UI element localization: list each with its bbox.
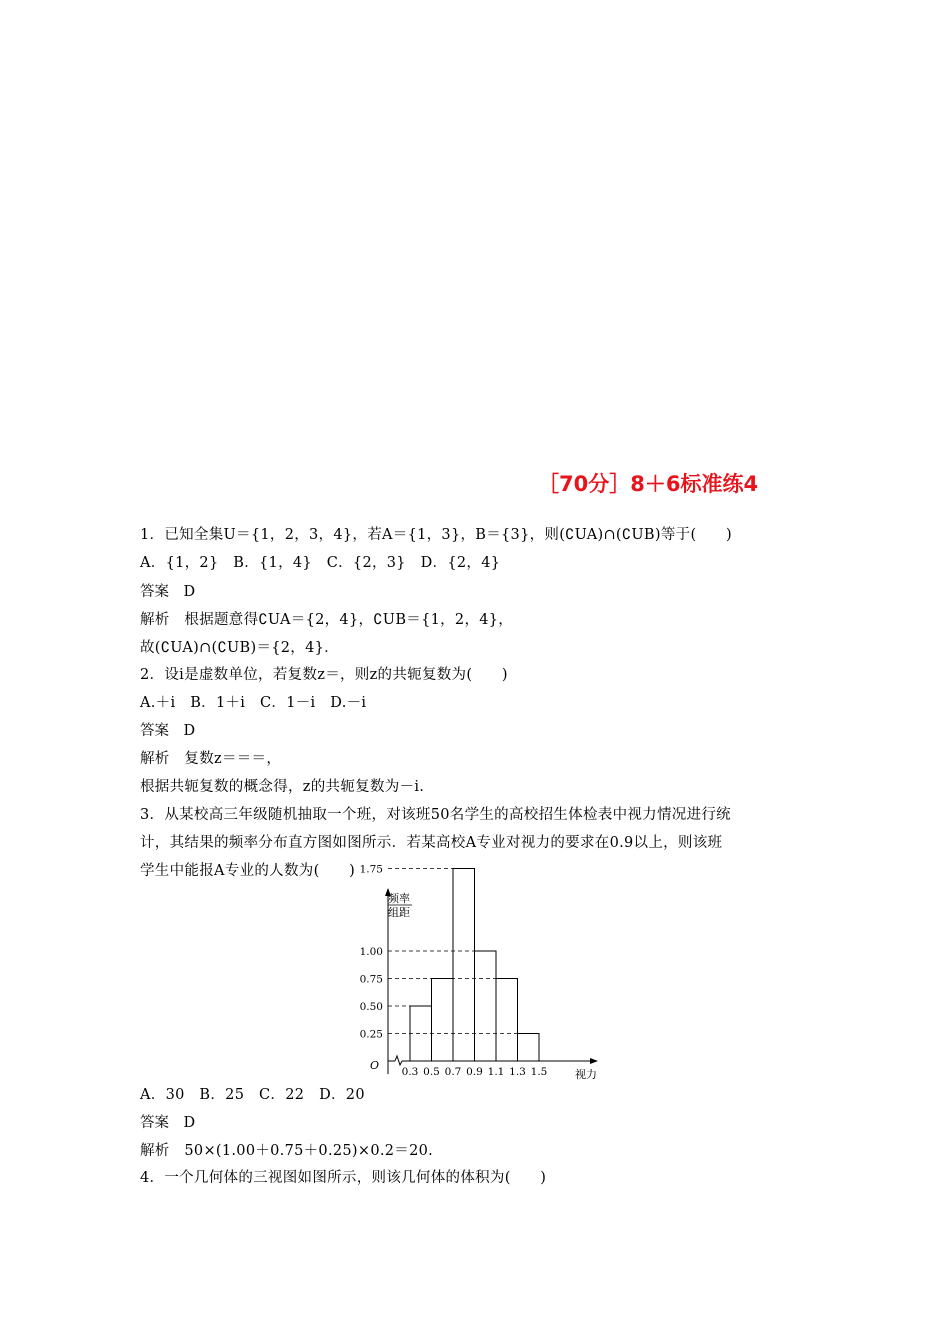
q3-answer: 答案 D: [140, 1115, 196, 1131]
y-tick-label: 1.00: [359, 946, 383, 958]
chart-bars: [410, 869, 539, 1062]
x-axis-arrow: [590, 1058, 598, 1064]
q2-answer: 答案 D: [140, 723, 196, 739]
x-tick-label: 0.9: [466, 1066, 483, 1078]
x-tick-label: 1.5: [530, 1066, 548, 1078]
q1-analysis-line2: 故(∁UA)∩(∁UB)＝{2，4}．: [140, 640, 339, 656]
y-tick-label: 0.25: [359, 1028, 383, 1041]
q2-analysis-line1: 解析 复数z＝＝＝，: [140, 751, 282, 767]
x-tick-label: 0.7: [444, 1066, 462, 1078]
origin-label: O: [370, 1059, 380, 1072]
q3-options: A．30 B．25 C．22 D．20: [140, 1087, 365, 1103]
q1-stem: 1．已知全集U＝{1，2，3，4}，若A＝{1，3}，B＝{3}，则(∁UA)∩(∁UB)等于( ): [140, 527, 732, 543]
x-tick-label: 0.5: [423, 1066, 440, 1078]
q4-stem: 4．一个几何体的三视图如图所示，则该几何体的体积为( ): [140, 1170, 547, 1186]
q1-analysis-line1: 解析 根据题意得∁UA＝{2，4}，∁UB＝{1，2，4}，: [140, 612, 514, 628]
x-tick-label: 0.3: [401, 1066, 419, 1078]
histogram-bar: [410, 1006, 432, 1061]
axis-break: [395, 1056, 402, 1065]
y-label-top: 频率: [388, 892, 410, 905]
histogram-bar: [518, 1034, 540, 1062]
histogram-chart: [350, 863, 610, 1081]
q2-options: A.＋i B．1＋i C．1－i D.－i: [140, 695, 367, 711]
q3-stem-line3: 学生中能报A专业的人数为( ): [140, 863, 356, 879]
q3-stem-line1: 3．从某校高三年级随机抽取一个班，对该班50名学生的高校招生体检表中视力情况进行统: [140, 807, 731, 823]
q3-analysis: 解析 50×(1.00＋0.75＋0.25)×0.2＝20.: [140, 1143, 434, 1159]
histogram-bar: [475, 951, 497, 1061]
section-title: ［70分］8＋6标准练4: [538, 472, 759, 496]
q3-stem-line2: 计，其结果的频率分布直方图如图所示．若某高校A专业对视力的要求在0.9以上，则该班: [140, 835, 723, 851]
q2-stem: 2．设i是虚数单位，若复数z＝，则z的共轭复数为( ): [140, 667, 508, 683]
x-tick-label: 1.3: [509, 1066, 526, 1078]
y-tick-label: 0.50: [359, 1001, 383, 1013]
q2-analysis-line2: 根据共轭复数的概念得，z的共轭复数为－i.: [140, 779, 425, 795]
q1-options: A．{1，2} B．{1，4} C．{2，3} D．{2，4}: [140, 555, 501, 571]
histogram-bar: [453, 869, 475, 1062]
y-tick-label: 1.75: [359, 863, 383, 876]
x-tick-labels: [402, 1066, 548, 1078]
y-tick-label: 0.75: [359, 973, 383, 986]
histogram-bar: [496, 979, 518, 1062]
histogram-bar: [432, 979, 454, 1062]
x-axis-label: 视力: [575, 1068, 597, 1081]
y-tick-labels: [360, 864, 383, 1041]
q1-answer: 答案 D: [140, 584, 196, 600]
y-label-bottom: 组距: [388, 906, 410, 919]
x-tick-label: 1.1: [487, 1066, 505, 1078]
chart-axes: [385, 888, 598, 1074]
